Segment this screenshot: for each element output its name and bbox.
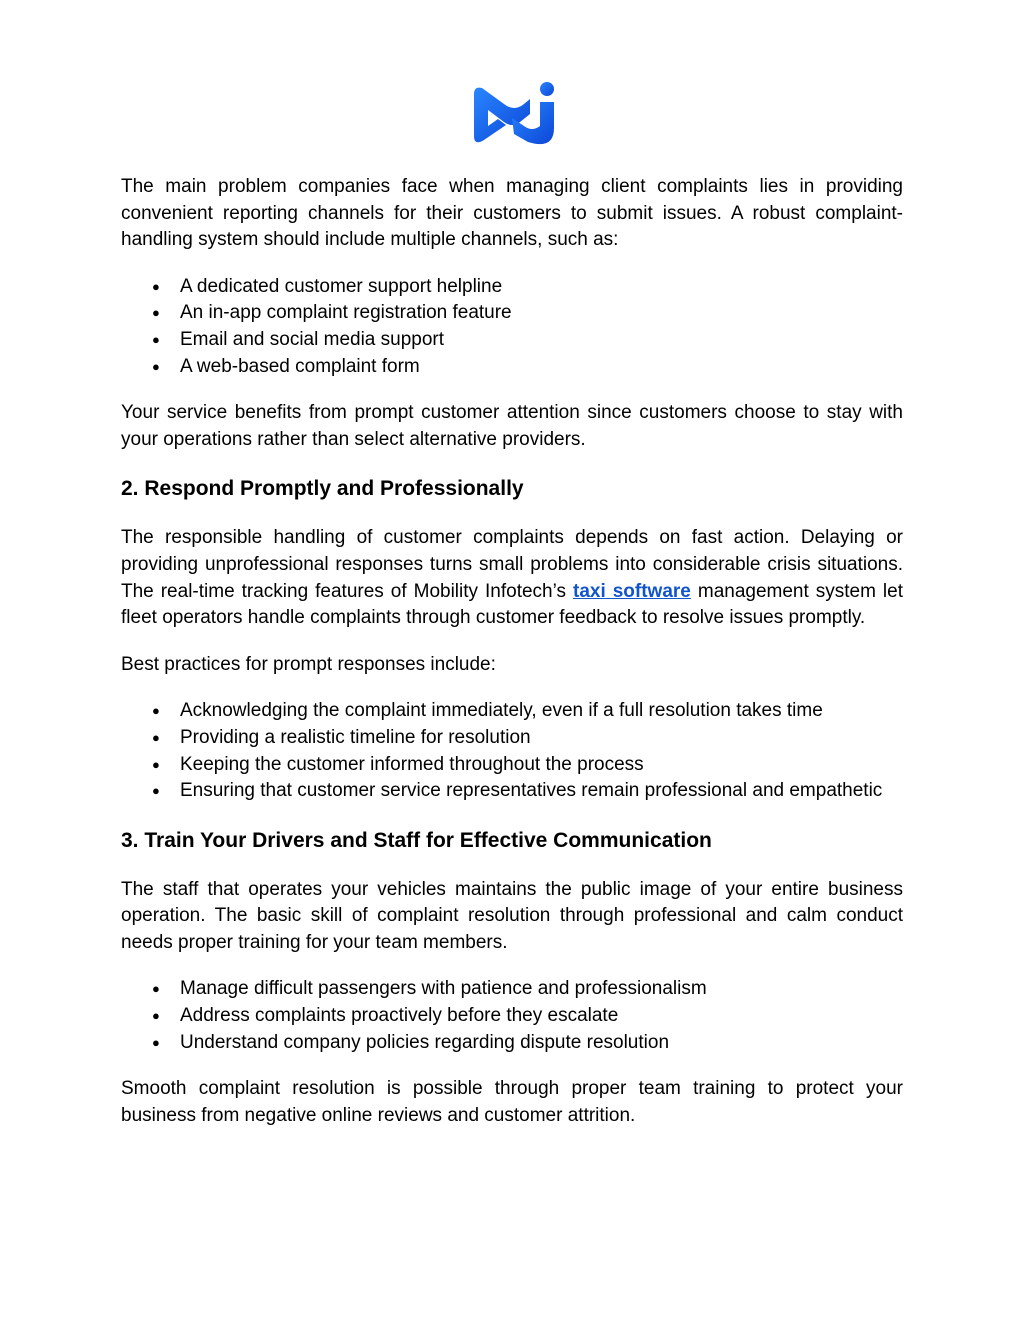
list-item: ● Ensuring that customer service representatives remain professional and empathetic: [121, 778, 903, 805]
list-item: ● Understand company policies regarding dispute resolution: [121, 1030, 903, 1057]
section-3-paragraph: The staff that operates your vehicles maintains the public image of your entire business operation. The basic skill of complaint resolution through professional and calm conduct needs proper training for your team members.: [121, 878, 903, 953]
list-item: ● A web-based complaint form: [121, 354, 903, 381]
list-item: ● Keeping the customer informed throughout the process: [121, 752, 903, 779]
list-item: ● Email and social media support: [121, 327, 903, 354]
document-body: [121, 174, 903, 1129]
intro-closing-paragraph: Your service benefits from prompt customer attention since customers choose to stay with your operations rather than select alternative providers.: [121, 402, 903, 450]
list-item: ● Providing a realistic timeline for resolution: [121, 725, 903, 752]
intro-paragraph: The main problem companies face when managing client complaints lies in providing convenient reporting channels for their customers to submit issues. A robust complaint-handling system should include multiple channels, such as:: [121, 176, 903, 251]
channels-list: [121, 274, 903, 380]
best-practices-list: [121, 698, 903, 804]
section-3-closing-paragraph: Smooth complaint resolution is possible through proper team training to protect your business from negative online reviews and customer attrition.: [121, 1078, 903, 1126]
list-item: ● Acknowledging the complaint immediately, even if a full resolution takes time: [121, 698, 903, 725]
section-2-paragraph: The responsible handling of customer complaints depends on fast action. Delaying or providing unprofessional responses turns small problems into considerable crisis situations. The real-time tracking features of Mobility Infotech’s taxi software management system let fleet operators handle complaints through customer feedback to resolve issues promptly.: [121, 527, 903, 629]
company-logo: [468, 80, 558, 150]
list-item: ● A dedicated customer support helpline: [121, 274, 903, 301]
training-list: [121, 976, 903, 1056]
list-item: ● Manage difficult passengers with patience and professionalism: [121, 976, 903, 1003]
list-item: ● An in-app complaint registration feature: [121, 300, 903, 327]
section-3-heading: 3. Train Your Drivers and Staff for Effective Communication: [121, 828, 712, 852]
taxi-software-link[interactable]: taxi software: [573, 580, 691, 602]
section-2-lead: Best practices for prompt responses include:: [121, 653, 496, 675]
company-logo-icon: [468, 80, 558, 150]
list-item: ● Address complaints proactively before they escalate: [121, 1003, 903, 1030]
section-2-heading: 2. Respond Promptly and Professionally: [121, 477, 524, 501]
